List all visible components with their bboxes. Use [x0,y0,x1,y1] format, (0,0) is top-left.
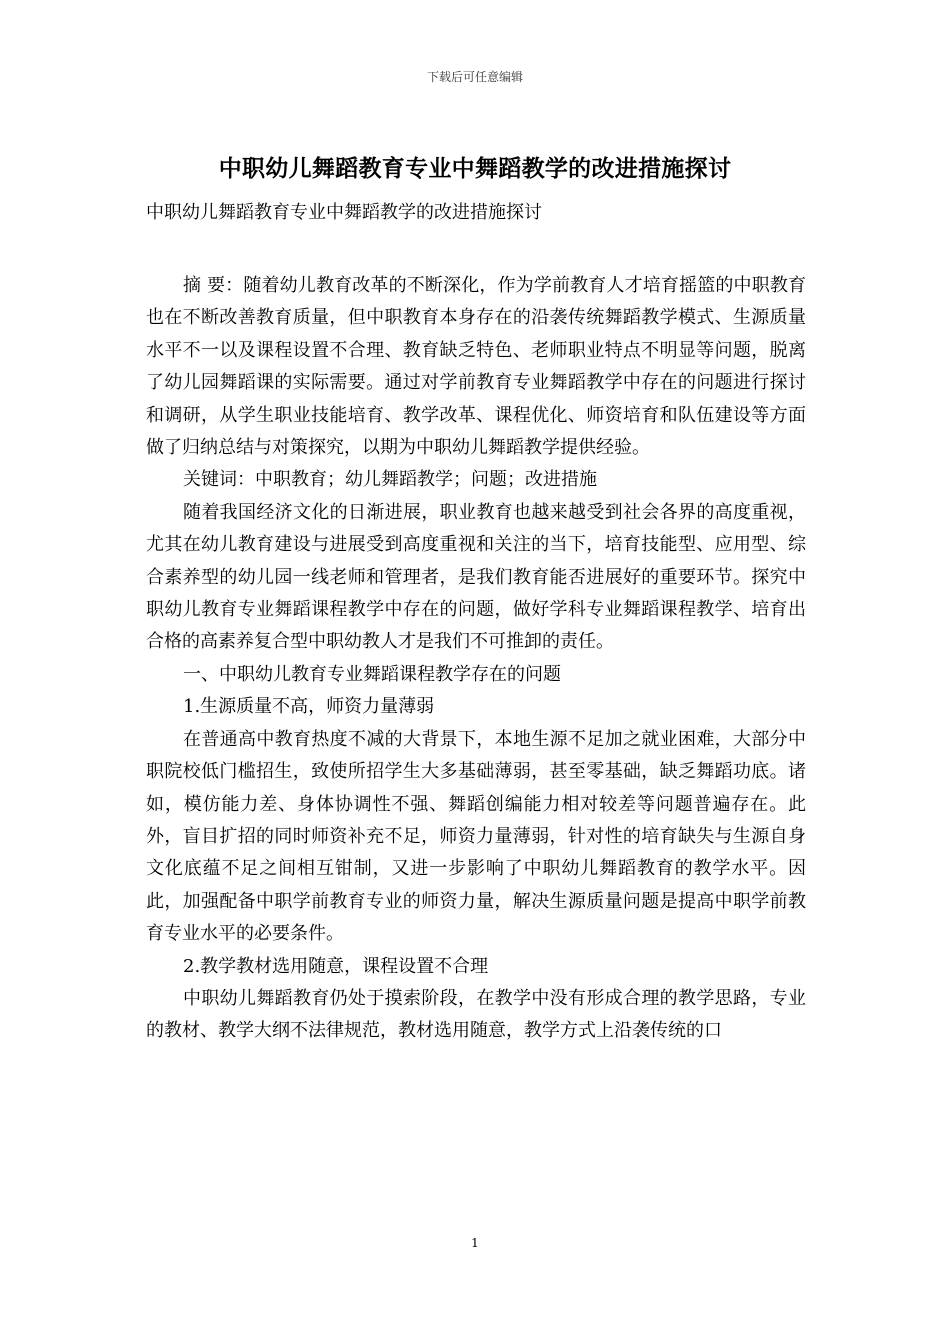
intro-paragraph: 随着我国经济文化的日渐进展，职业教育也越来越受到社会各界的高度重视，尤其在幼儿教育建设与进展受到高度重视和关注的当下，培育技能型、应用型、综合素养型的幼儿园一线老师和管理者，是我们教育能否进展好的重要环节。探究中职幼儿教育专业舞蹈课程教学中存在的问题，做好学科专业舞蹈课程教学、培育出合格的高素养复合型中职幼教人才是我们不可推卸的责任。 [146,501,806,653]
subsection-2-paragraph: 中职幼儿舞蹈教育仍处于摸索阶段，在教学中没有形成合理的教学思路，专业的教材、教学大纲不法律规范，教材选用随意，教学方式上沿袭传统的口 [146,987,806,1042]
subsection-heading-1: 1.生源质量不高，师资力量薄弱 [183,696,435,718]
page-number: 1 [471,1236,479,1250]
subsection-heading-2: 2.教学教材选用随意，课程设置不合理 [183,955,489,977]
document-title: 中职幼儿舞蹈教育专业中舞蹈教学的改进措施探讨 [218,155,732,182]
document-subtitle: 中职幼儿舞蹈教育专业中舞蹈教学的改进措施探讨 [146,202,542,223]
header-note: 下载后可任意编辑 [426,70,523,84]
subsection-1-paragraph: 在普通高中教育热度不减的大背景下，本地生源不足加之就业困难，大部分中职院校低门槛招生，致使所招学生大多基础薄弱，甚至零基础，缺乏舞蹈功底。诸如，模仿能力差、身体协调性不强、舞蹈创编能力相对较差等问题普遍存在。此外，盲目扩招的同时师资补充不足，师资力量薄弱，针对性的培育缺失与生源自身文化底蕴不足之间相互钳制，又进一步影响了中职幼儿舞蹈教育的教学水平。因此，加强配备中职学前教育专业的师资力量，解决生源质量问题是提高中职学前教育专业水平的必要条件。 [146,728,806,945]
section-heading-1: 一、中职幼儿教育专业舞蹈课程教学存在的问题 [183,663,561,685]
document-body [146,270,806,1048]
abstract-paragraph: 摘 要：随着幼儿教育改革的不断深化，作为学前教育人才培育摇篮的中职教育也在不断改善教育质量，但中职教育本身存在的沿袭传统舞蹈教学模式、生源质量水平不一以及课程设置不合理、教育缺乏特色、老师职业特点不明显等问题，脱离了幼儿园舞蹈课的实际需要。通过对学前教育专业舞蹈教学中存在的问题进行探讨和调研，从学生职业技能培育、教学改革、课程优化、师资培育和队伍建设等方面做了归纳总结与对策探究，以期为中职幼儿舞蹈教学提供经验。 [146,275,806,459]
keywords-paragraph: 关键词：中职教育；幼儿舞蹈教学；问题；改进措施 [183,469,597,491]
